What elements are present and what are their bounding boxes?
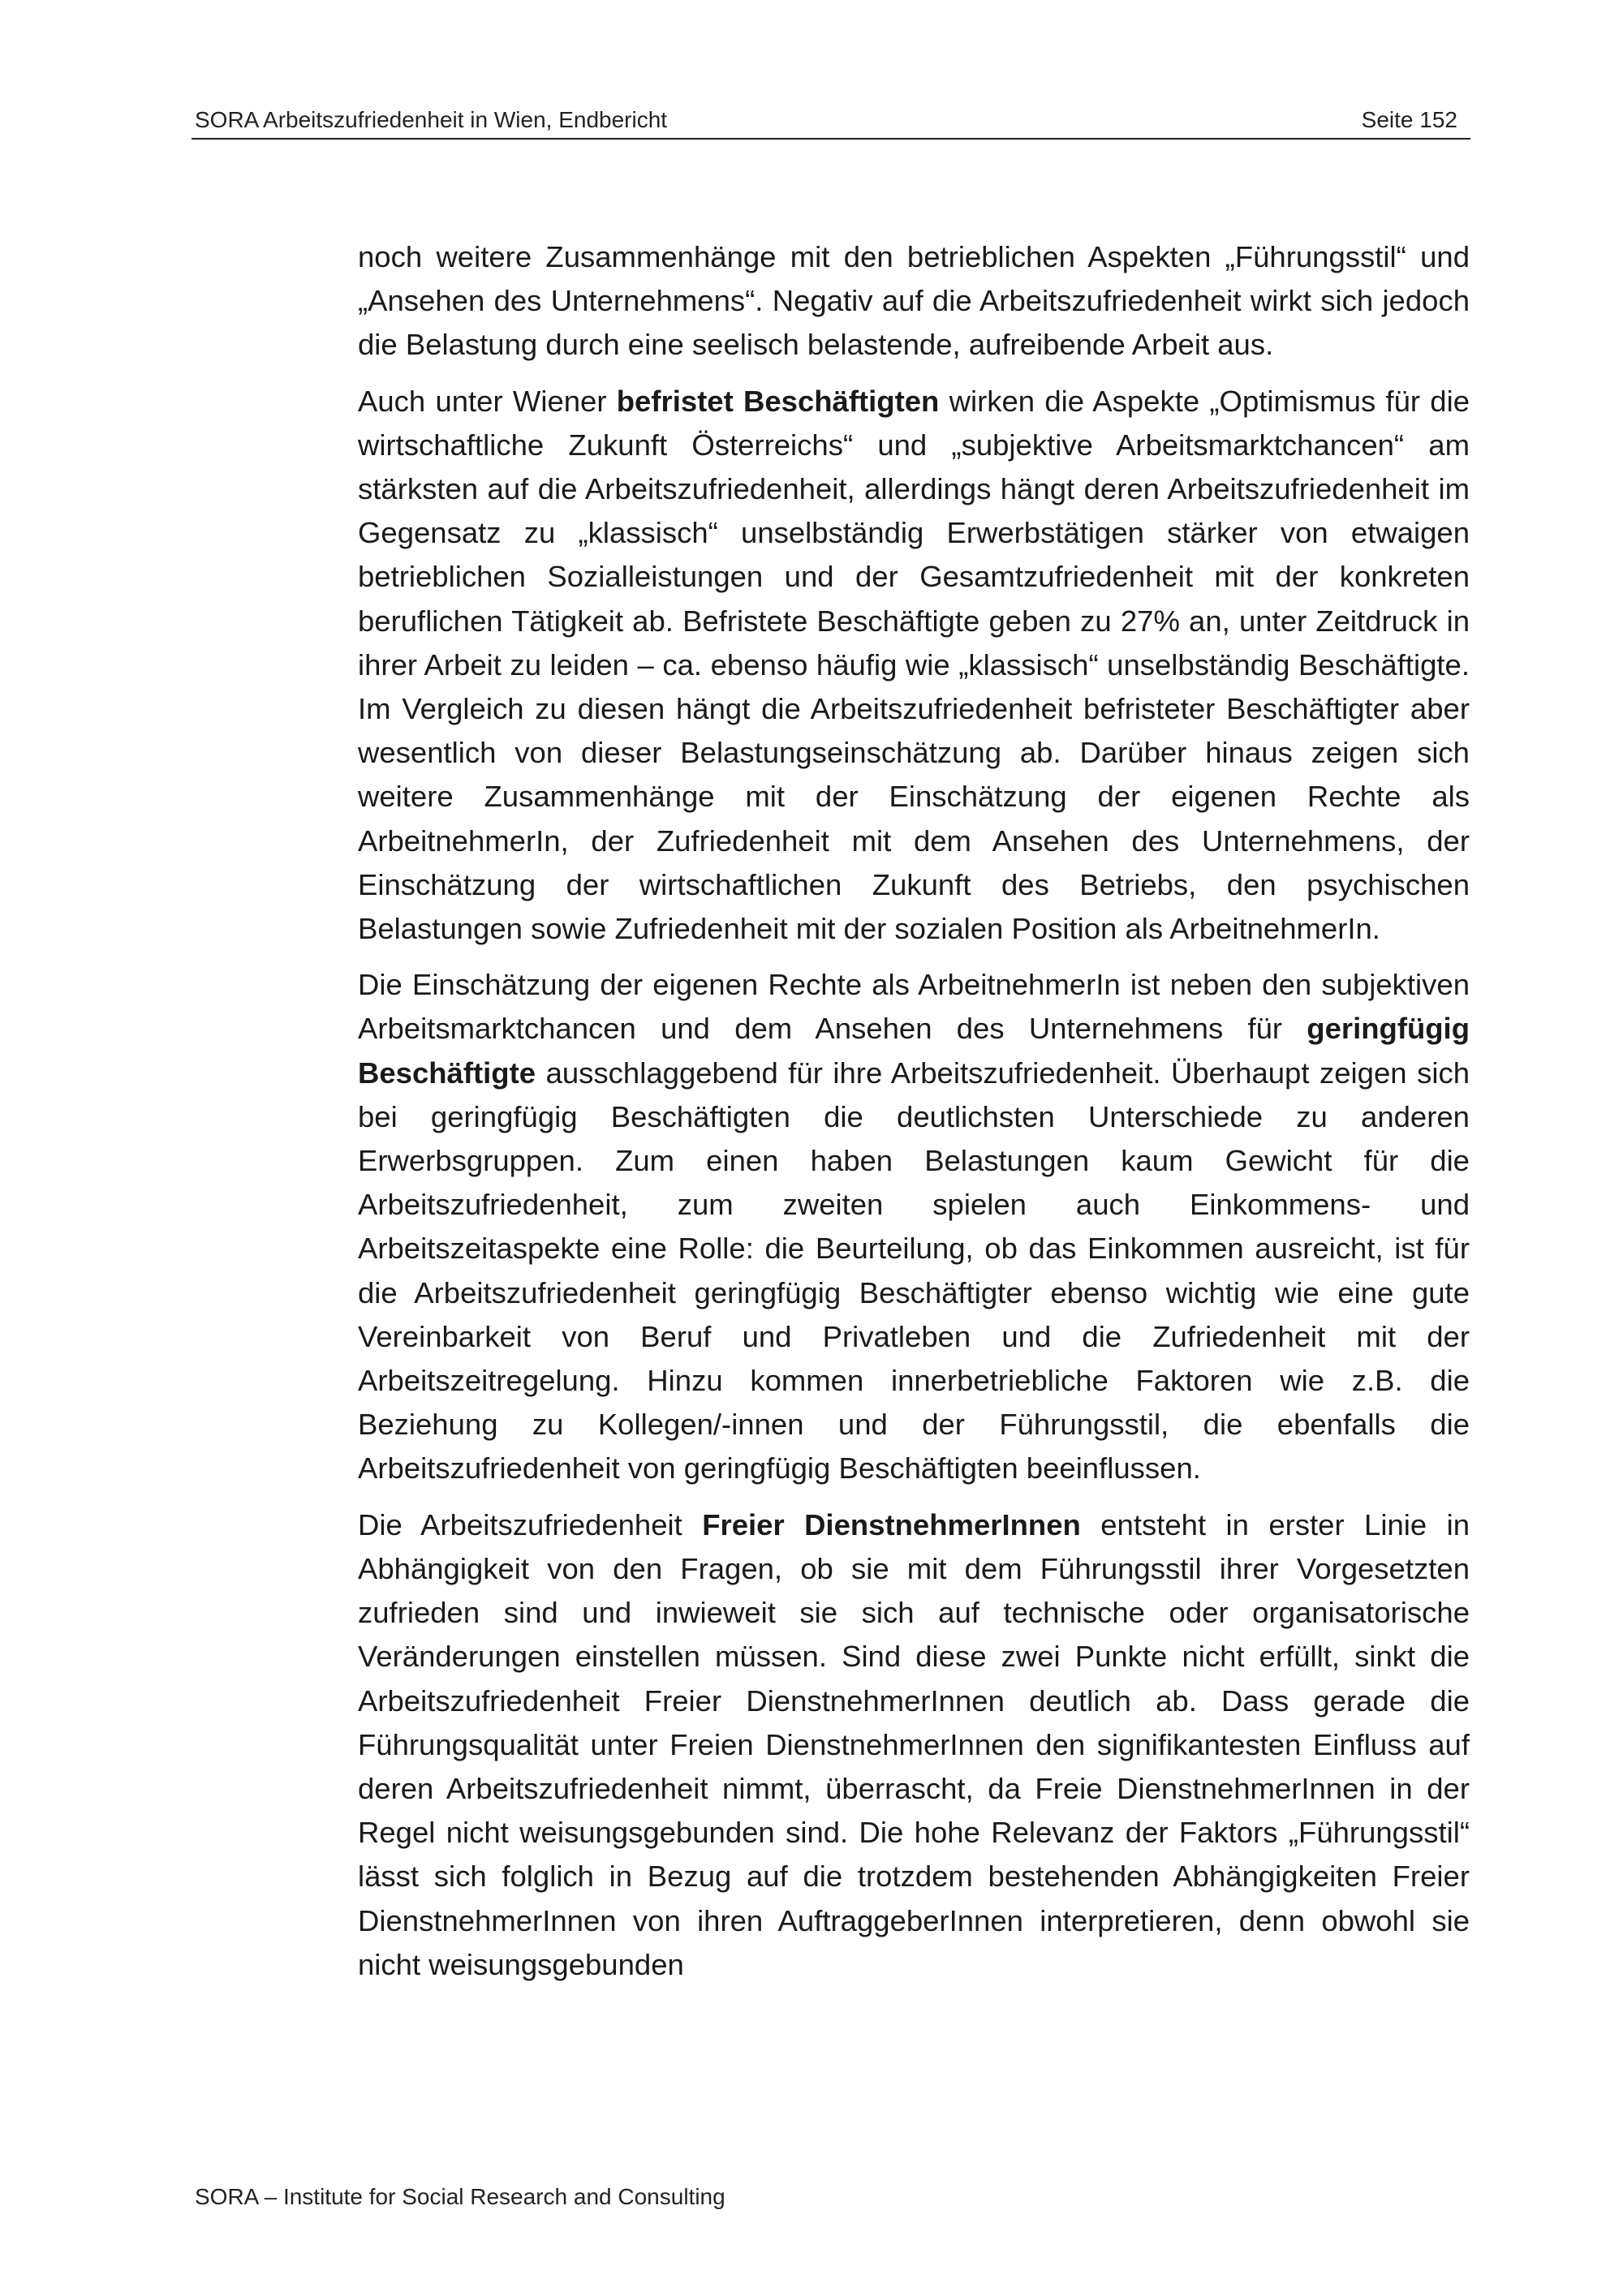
page-header xyxy=(192,104,1470,140)
paragraph-3 xyxy=(358,963,1470,1490)
paragraph-2-emphasis: befristet Beschäftigten xyxy=(616,384,940,418)
page-footer xyxy=(195,2181,725,2213)
paragraph-4-emphasis: Freier DienstnehmerInnen xyxy=(702,1507,1081,1541)
paragraph-3-lead: Die Einschätzung der eigenen Rechte als ArbeitnehmerIn ist neben den subjektiven Arbeitsmarktchancen und dem Ansehen des Unternehmens für xyxy=(358,968,1470,1046)
paragraph-4-lead: Die Arbeitszufriedenheit xyxy=(358,1507,703,1541)
main-text xyxy=(358,235,1470,1999)
page-number: Seite 152 xyxy=(1361,107,1457,132)
paragraph-1-text: noch weitere Zusammenhänge mit den betrieblichen Aspekten „Führungsstil“ und „Ansehen des Unternehmens“. Negativ auf die Arbeitszufriedenheit wirkt sich jedoch die Belastung durch eine seelisch belastende, aufreibende Arbeit aus. xyxy=(358,240,1470,362)
paragraph-3-rest: ausschlaggebend für ihre Arbeitszufriedenheit. Überhaupt zeigen sich bei geringfügig Beschäftigten die deutlichsten Unterschiede zu anderen Erwerbsgruppen. Zum einen haben Belastungen kaum Gewicht für die Arbeitszufriedenheit, zum zweiten spielen auch Einkommens- und Arbeitszeitaspekte eine Rolle: die Beurteilung, ob das Einkommen ausreicht, ist für die Arbeitszufriedenheit geringfügig Beschäftigter ebenso wichtig wie eine gute Vereinbarkeit von Beruf und Privatleben und die Zufriedenheit mit der Arbeitszeitregelung. Hinzu kommen innerbetriebliche Faktoren wie z.B. die Beziehung zu Kollegen/-innen und der Führungsstil, die ebenfalls die Arbeitszufriedenheit von geringfügig Beschäftigten beeinflussen. xyxy=(358,1056,1470,1486)
paragraph-2-lead: Auch unter Wiener xyxy=(358,384,617,418)
paragraph-3-emphasis: geringfügig Beschäftigte xyxy=(358,1012,1470,1090)
paragraph-2-rest: wirken die Aspekte „Optimismus für die wirtschaftliche Zukunft Österreichs“ und „subjektive Arbeitsmarktchancen“ am stärksten auf die Arbeitszufriedenheit, allerdings hängt deren Arbeitszufriedenheit im Gegensatz zu „klassisch“ unselbständig Erwerbstätigen stärker von etwaigen betrieblichen Sozialleistungen und der Gesamtzufriedenheit mit der konkreten beruflichen Tätigkeit ab. Befristete Beschäftigte geben zu 27% an, unter Zeitdruck in ihrer Arbeit zu leiden – ca. ebenso häufig wie „klassisch“ unselbständig Beschäftigte. Im Vergleich zu diesen hängt die Arbeitszufriedenheit befristeter Beschäftigter aber wesentlich von dieser Belastungseinschätzung ab. Darüber hinaus zeigen sich weitere Zusammenhänge mit der Einschätzung der eigenen Rechte als ArbeitnehmerIn, der Zufriedenheit mit dem Ansehen des Unternehmens, der Einschätzung der wirtschaftlichen Zukunft des Betriebs, den psychischen Belastungen sowie Zufriedenheit mit der sozialen Position als ArbeitnehmerIn. xyxy=(358,384,1470,946)
paragraph-1 xyxy=(358,235,1470,368)
paragraph-4 xyxy=(358,1503,1470,1987)
footer-text: SORA – Institute for Social Research and Consulting xyxy=(195,2184,725,2209)
paragraph-2 xyxy=(358,380,1470,952)
document-title: SORA Arbeitszufriedenheit in Wien, Endbericht xyxy=(195,107,668,132)
paragraph-4-rest: entsteht in erster Linie in Abhängigkeit von den Fragen, ob sie mit dem Führungsstil ihrer Vorgesetzten zufrieden sind und inwieweit sie sich auf technische oder organisatorische Veränderungen einstellen müssen. Sind diese zwei Punkte nicht erfüllt, sinkt die Arbeitszufriedenheit Freier DienstnehmerInnen deutlich ab. Dass gerade die Führungsqualität unter Freien DienstnehmerInnen den signifikantesten Einfluss auf deren Arbeitszufriedenheit nimmt, überrascht, da Freie DienstnehmerInnen in der Regel nicht weisungsgebunden sind. Die hohe Relevanz der Faktors „Führungsstil“ lässt sich folglich in Bezug auf die trotzdem bestehenden Abhängigkeiten Freier DienstnehmerInnen von ihren AuftraggeberInnen interpretieren, denn obwohl sie nicht weisungsgebunden xyxy=(358,1507,1470,1981)
